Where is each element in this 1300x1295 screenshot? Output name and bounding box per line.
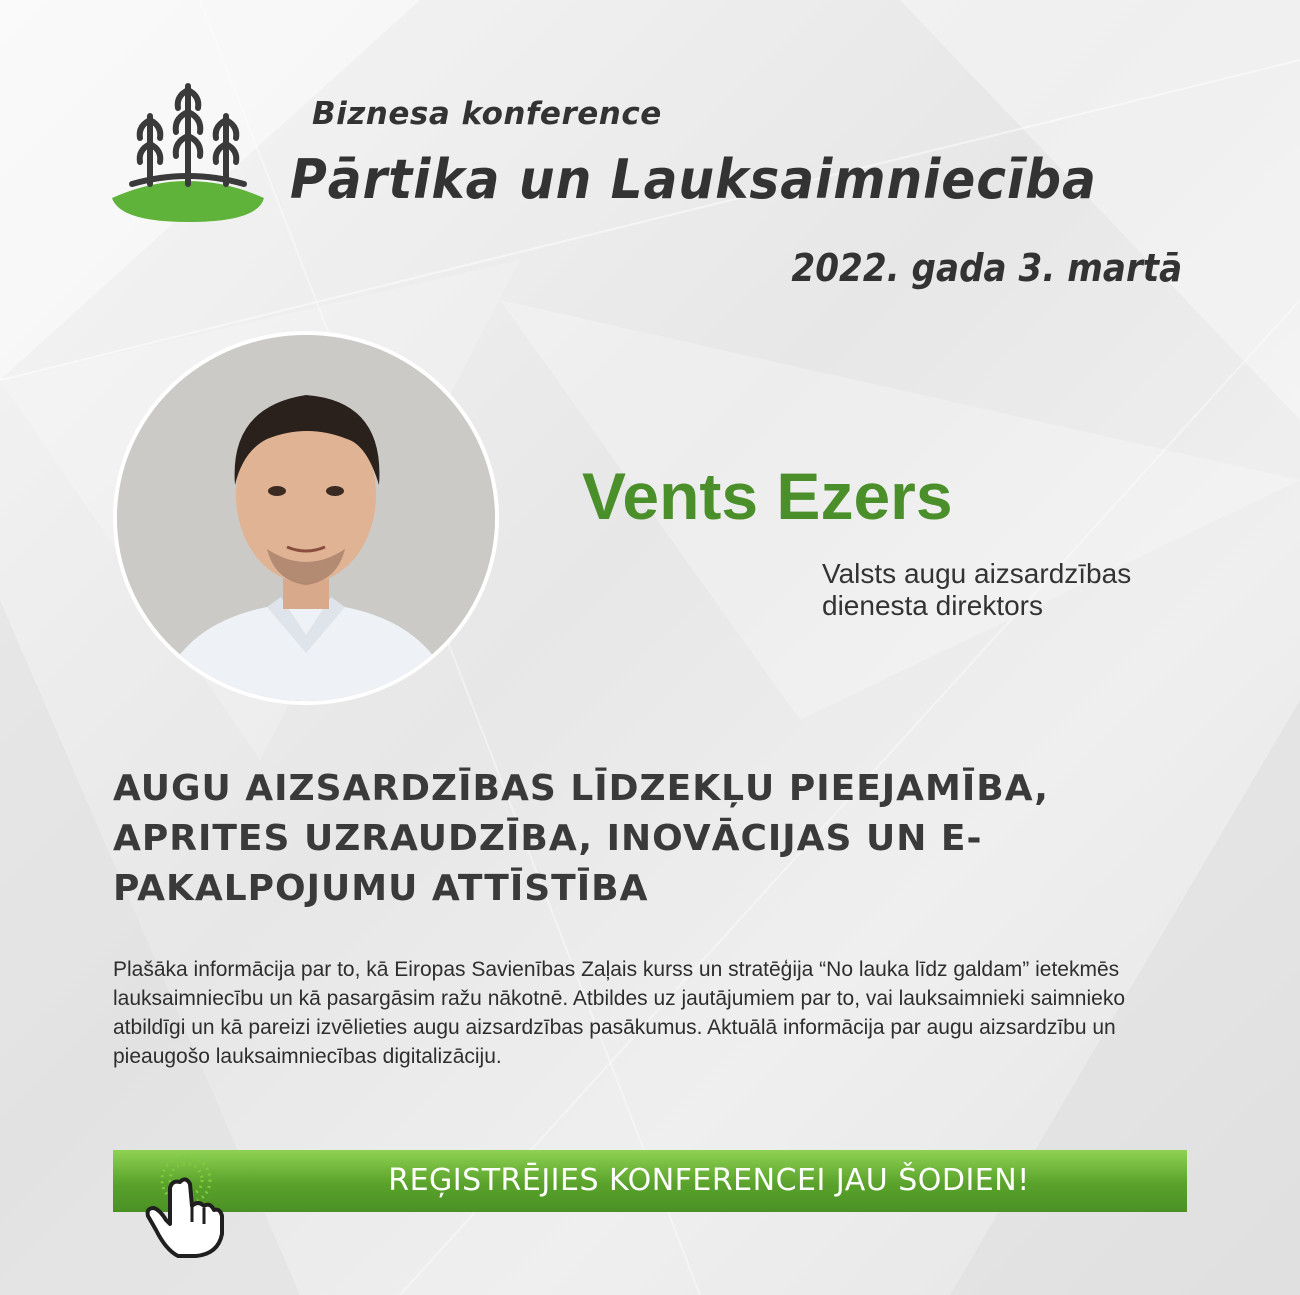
speaker-role: Valsts augu aizsardzības dienesta direktors bbox=[822, 558, 1132, 621]
conference-kicker: Biznesa konference bbox=[312, 96, 662, 132]
speaker-portrait bbox=[113, 331, 499, 705]
register-button-label: REĢISTRĒJIES KONFERENCEI JAU ŠODIEN! bbox=[388, 1163, 1030, 1198]
conference-date: 2022. gada 3. martā bbox=[791, 246, 1182, 290]
talk-description: Plašāka informācija par to, kā Eiropas Savienības Zaļais kurss un stratēģija “No lauka līdz galdam” ietekmēs lauksaimniecību un kā pasargāsim ražu nākotnē. Atbildes uz jautājumiem par to, vai lauksaimnieki saimnieko atbildīgi un kā pareizi izvēlieties augu aizsardzības pasākumus. Aktuālā informācija par augu aizsardzību un pieaugošo lauksaimniecības digitalizāciju. bbox=[113, 958, 1126, 1068]
register-button[interactable] bbox=[113, 1150, 1187, 1212]
hand-pointer-icon bbox=[130, 1150, 230, 1260]
wheat-hill-logo-icon bbox=[108, 72, 268, 222]
conference-title: Pārtika un Lauksaimniecība bbox=[290, 148, 1097, 211]
talk-title: AUGU AIZSARDZĪBAS LĪDZEKĻU PIEEJAMĪBA, APRITES UZRAUDZĪBA, INOVĀCIJAS UN E-PAKALPOJUMU ATTĪSTĪBA bbox=[113, 768, 1049, 909]
speaker-name: Vents Ezers bbox=[582, 459, 953, 533]
